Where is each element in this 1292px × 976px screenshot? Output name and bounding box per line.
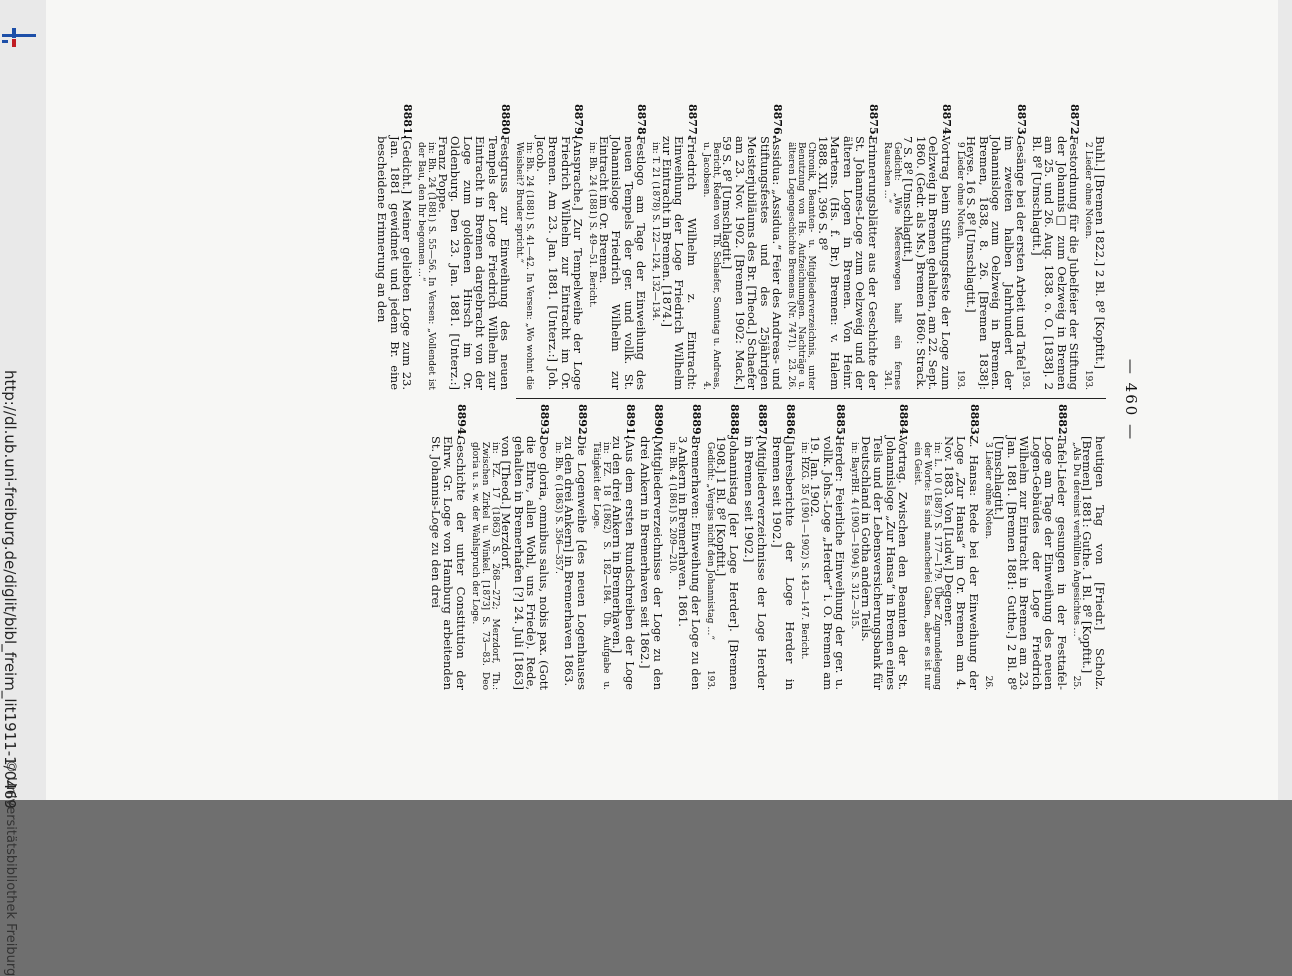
catalog-entry [429,404,468,690]
entry-title: Z. Hansa: Rede bei der Einweihung der Loge „Zur Hansa“ im Or. Bremen am 4. Nov. 1883. Von [Ludw.] Degener. [942,436,981,690]
entry-number: 8878. [635,104,649,139]
catalog-entry [587,104,649,390]
entry-title: heutigen Tag von [Friedr.] Scholz. [Bremen] 1881: Guthe. 1 Bl. 8º [Kopftit.] [1080,436,1107,690]
catalog-entry [983,404,1069,690]
entry-note: in: BayrBH. 4 (1903—1904) S. 312—315. [849,442,860,630]
entry-title: Vortrag. Zwischen den Beamten der St. Johannisloge „Zur Hansa“ in Bremen eines Teils und der Lebensversicherungsbank für Deutschland in Gotha andern Teils. [859,436,911,690]
library-logo-icon [2,28,36,50]
entry-number: 8884. [897,404,911,439]
entry-note: Bericht, Reden von Th. Schaefer, Sonntag u. Andreas, u. Jacobsen. 4. [701,142,721,390]
entry-note: Gedicht: „Wie Meereswogen hallt ein fernes Rauschen …“ 341. [882,142,902,390]
entry-title: Friedrich Wilhelm z. Eintracht: Einweihung der Loge Friedrich Wilhelm zur Eintracht in Bremen. [1874.] [660,136,699,390]
entry-page-ref: 341. [882,369,892,390]
entry-note: in: FZ. 18 (1862) S. 182—184. Üb. Aufgabe u. Tätigkeit der Loge. [591,442,611,690]
entry-number: 8877. [686,104,699,139]
entry-number: 8889. [690,404,703,439]
entry-note: in: Bh. 24 (1881) S. 49—51. Bericht. [587,142,598,308]
catalog-entry [882,104,953,390]
entry-title: Tafel-Lieder gesungen in der Festtafel-Loge am Tage der Einweihung des neuen Logen-Gebäudes der Loge Friedrich Wilhelm zur Eintracht in Bremen am 23. Jan. 1881. [Bremen 1881: Guthe.] 2 Bl. 8º [Umschlagtit.] [992,436,1069,690]
entry-note: 9 Lieder ohne Noten. 193. [955,142,965,390]
entry-number: 8893. [538,404,551,439]
entry-page-ref: 193. [705,669,715,690]
entry-note: 2 Lieder ohne Noten. 193. [1083,142,1094,390]
entry-note: in: Bh. 24 (1881) S. 41—42. In Versen: „Wo wohnt die Weisheit? Bruder spricht.“ [514,142,535,390]
catalog-entry [799,404,848,690]
viewer-left-bar [0,0,46,976]
entry-title: Gesänge bei der ersten Arbeit und Tafel im zweiten halben Jahrhundert der Johannisloge zum Oelzweig in Bremen. Bremen, 1838, 8. 26. [Bremen 1838]: Heyse. 16 S. 8º [Umschlagtit.] [964,136,1029,390]
entry-title: Bremerhaven: Einweihung der Loge zu den 3 Ankern in Bremerhaven. 1861. [676,436,703,690]
catalog-entry [1071,410,1106,690]
catalog-entry [1084,110,1107,390]
entry-title: Geschichte der unter Constitution der Ehrw. Gr. Loge von Hamburg arbeitenden St. Johannis-Loge zu den drei [429,436,468,690]
entry-page-ref: 4. [701,381,711,390]
entry-number: 8872. [1068,104,1082,139]
entry-title: Deo gloria, omnibus salus, nobis pax. (Gott die Ehre, allen Wohl, uns Friede). Rede, gehalten in Bremerhafen [?] 24. Juli [1863] von [Theod.] Merzdorf. [499,436,551,690]
source-url[interactable]: http://dl.ub.uni-freiburg.de/diglit/bibl_freim_lit1911-1/0469 [1,370,19,809]
entry-number: 8874. [940,104,953,139]
page-number: — 460 — [1122,358,1140,442]
entry-note: in: Bh. 6 (1863) S. 356—357. [553,442,563,574]
entry-title: Festordnung für die Jubelfeier der Stiftung der Johannis□ zum Oelzweig in Bremen am 25. und 26. Aug. 1838. o. O. [1838]. 2 Bl. 8º [Umschlagtit.] [1030,136,1082,390]
entry-note: in: Bh. 24 (1881) S. 55—56. In Versen: „Vollendet ist der Bau, den Ihr begonnen …“ [416,142,437,390]
entry-title: Erinnerungsblätter aus der Geschichte der St. Johannes-Loge zum Oelzweig und der älteren Logen in Bremen. Von Heinr. Martens. (Hs. f. Br.) Bremen: v. Halem 1888. XII, 396 S. 8º [816,136,880,390]
entry-number: 8882. [1056,404,1069,439]
entry-title: Assidua: „Assidua.“ Feier des Andreas- und Stiftungsfestes und des 25jährigen Meisterjubiläums des Br. [Theod.] Schaefer am 23. Nov. 1902. [Bremen 1902: Mack.] 59 S. 8º [Umschlagtit.] [720,136,785,390]
entry-page-ref: 193. [955,369,965,390]
catalog-entry [470,404,551,690]
entry-note: „Als Du dereinst verhüllten Angesichtes …“ 25. [1071,442,1081,690]
entry-title: Die Logenweihe [des neuen Logenhauses zu den drei Ankern] in Bremerhaven 1863. [562,436,589,690]
entry-page-ref: 193. [1020,369,1031,390]
entry-title: Johannistag [der Loge Herder]. [Bremen 1908.] 1 Bl. 8º [Kopftit.] [714,436,741,690]
column-divider [516,398,1106,399]
entry-note: in: L. 10 (1887) S. 177—179. Über Zugrundelegung der Worte: Es sind mancherlei Gaben, aber es ist nur ein Geist. [912,442,943,690]
entry-title: [Mitgliederverzeichnisse der Loge Herder in Bremen seit 1902.] [742,436,769,690]
entry-number: 8875. [867,104,880,139]
entry-note: 3 Lieder ohne Noten. 26. [983,442,993,690]
viewer-right-bar [1278,0,1292,800]
catalog-entry [553,404,589,690]
entry-number: 8881. [401,104,415,139]
entry-title: [Gedicht.] Meiner geliebten Loge zum 23. Jan. 1881 gewidmet und jedem Br. eine bescheidene Erinnerung an den [375,136,415,390]
catalog-entry [705,404,741,690]
catalog-entry [701,104,785,390]
catalog-entry [742,404,769,690]
entry-title: Festlogo am Tage der Einweihung des neuen Tempels der ger. und vollk. St. Johannisloge Friedrich Wilhelm zur Eintracht im Or. Bremen. [597,136,649,390]
entry-number: 8880. [499,104,513,139]
entry-number: 8888. [728,404,741,439]
entry-title: [Jahresberichte der Loge Herder in Bremen seit 1902.] [770,436,797,690]
rotated-text-block [246,104,1140,690]
entry-number: 8887. [756,404,769,439]
entry-number: 8873. [1015,104,1029,139]
catalog-entry [849,404,911,690]
catalog-entry [955,104,1029,390]
entry-title: [Ansprache.] Zur Tempelweihe der Loge Friedrich Wilhelm zur Eintracht im Or. Bremen. Am 23. Jan. 1881. [Unterz.:] Joh. Jacob. [534,136,586,390]
entry-page-ref: 193. [1083,369,1094,390]
entry-note: in: Bh. 4 (1861) S. 209—210. [667,442,677,574]
entry-title: Vortrag beim Stiftungsfeste der Loge zum Oelzweig in Bremen gehalten, am 22. Sept. 1860. (Gedr. als Ms.) Bremen 1860: Strack. 7 S. 8º [Umschlagtit.] [901,136,953,390]
entry-number: 8890. [652,404,665,439]
catalog-entry [770,404,797,690]
entry-title: [Aus dem ersten Rundschreiben der Loge zu den drei Ankern in Bremerhaven.] [610,436,637,690]
catalog-entry [667,404,703,690]
entry-number: 8885. [834,404,848,439]
right-column [427,404,1107,690]
entry-page-ref: 23. 26. [786,358,797,390]
catalog-entry [375,104,415,390]
entry-number: 8894. [455,404,468,439]
entry-page-ref: 26. [983,675,993,690]
entry-number: 8876. [771,104,785,139]
entry-title: Festgruss zur Einweihung des neuen Tempels der Loge Friedrich Wilhelm zur Eintracht in Bremen dargebracht von der Loge zum goldenen Hirsch im Or. Oldenburg. Den 23. Jan. 1881. [Unterz.:] Franz Poppe. [436,136,513,390]
entry-number: 8891. [624,404,637,439]
catalog-entry [786,104,880,390]
catalog-entry [591,404,637,690]
document-page [46,0,1278,800]
left-column [373,104,1107,390]
entry-title: [Mitgliederverzeichnisse der Loge zu den drei Ankern in Bremerhaven seit 1862.] [638,436,665,690]
catalog-entry [650,104,699,390]
entry-number: 8883. [968,404,981,439]
entry-note: in: HZG. 35 (1901—1902) S. 143—147. Bericht. [799,442,809,660]
entry-number: 8892. [576,404,589,439]
catalog-entry [912,404,981,690]
entry-page-ref: 25. [1071,675,1081,690]
entry-number: 8886. [784,404,797,439]
entry-note: in: T. 21 (1878) S. 122—124, 132—134. [650,142,661,321]
entry-note: in: FZ. 17 (1863) S. 268—272; Merzdorf, Th.: Zwischen Zirkel u. Winkel. [1873] S. 73—83. Deo gloria u. s. w. der Wahlspruch der Loge. [470,442,500,690]
entry-note: Chronik, Beamten- u. Mitgliederverzeichnis, unter Benutzung von Hs. Aufzeichnungen. Nachträge u. älteren Logengeschichte Bremens (Nr. 7471). 23. 26. [786,142,817,390]
catalog-entry [514,104,586,390]
entry-number: 8879. [572,104,586,139]
catalog-entry [638,404,665,690]
copyright-notice: © Universitätsbibliothek Freiburg [3,760,18,976]
catalog-entry [416,104,513,390]
entry-note: Gedicht: „Vergiss nicht den Johannistag …“ 193. [705,442,715,690]
entry-title: Herder: Feierliche Einweihung der ger. u. vollk. Johs.-Loge „Herder“ i. O. Bremen am 19. Jan. 1902. [808,436,848,690]
entry-title: Buhl.] [Bremen 1822.] 2 Bl. 8º [Kopftit.] [1093,136,1107,369]
